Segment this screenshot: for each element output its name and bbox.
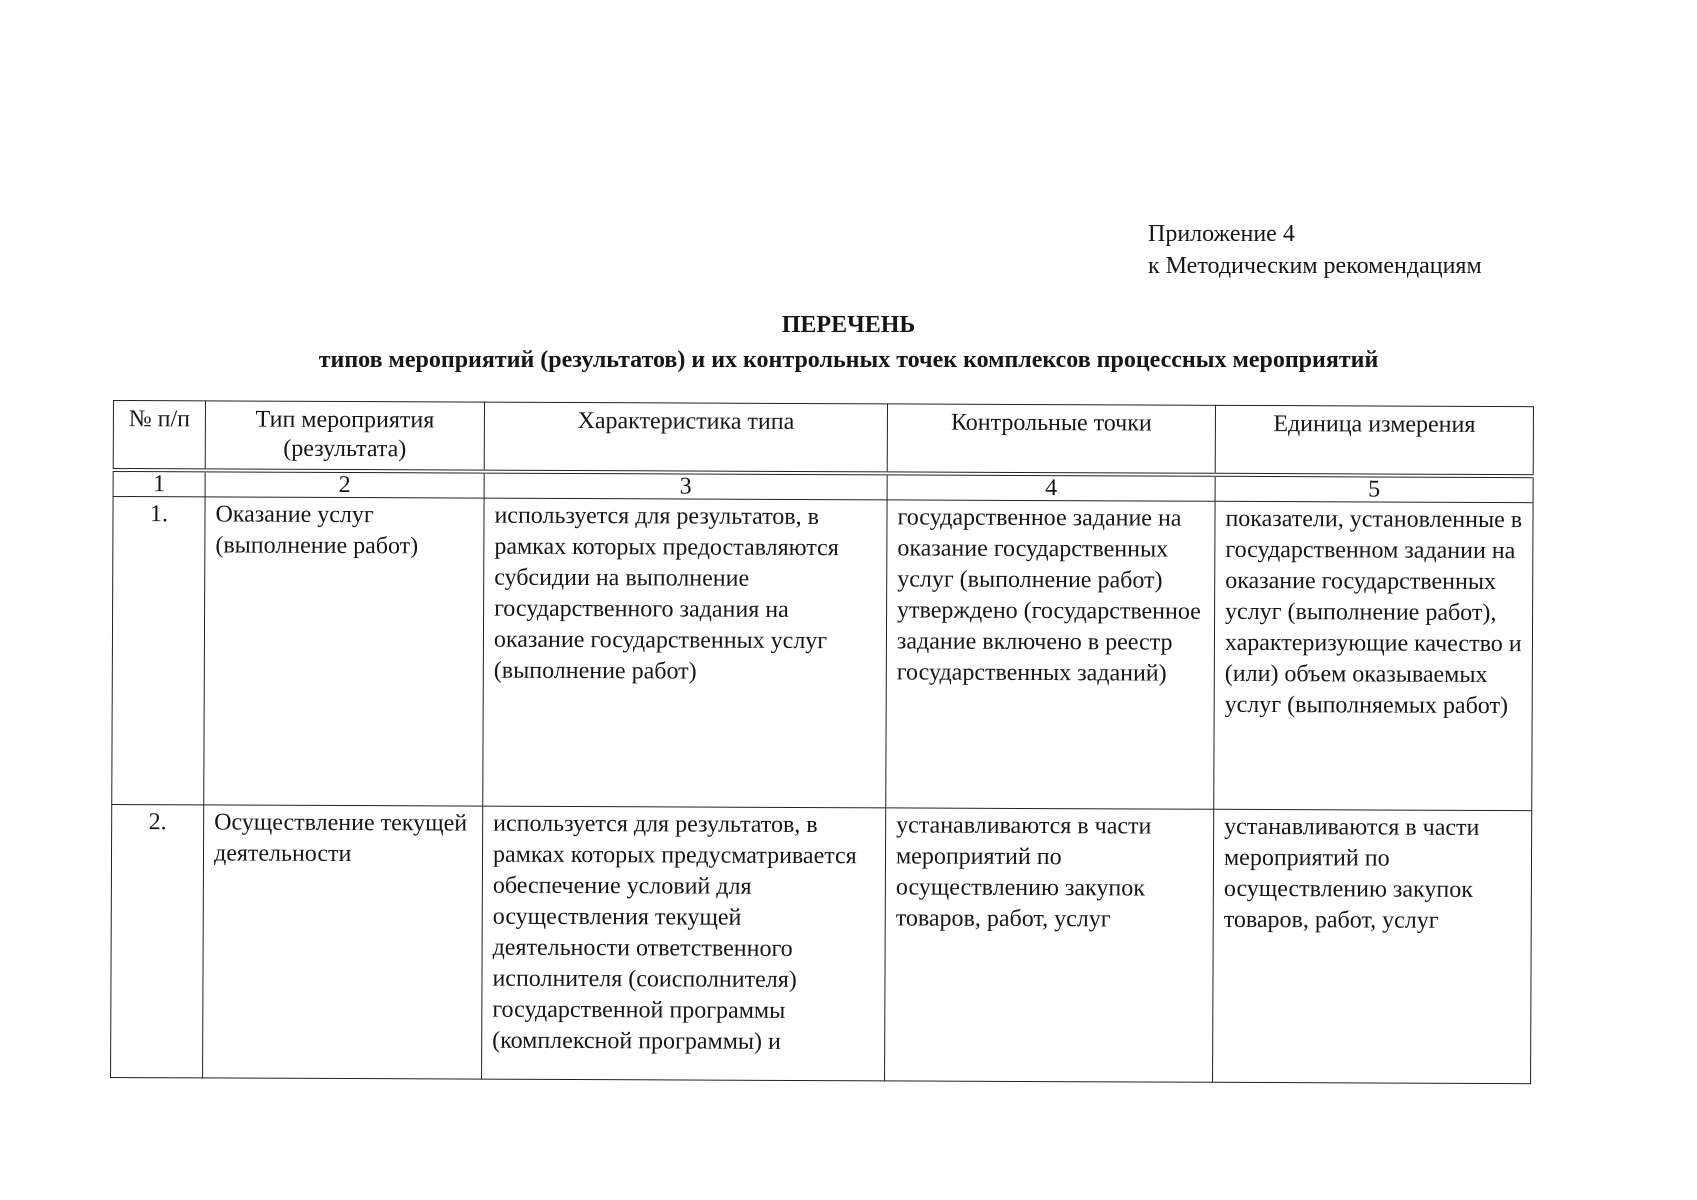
measures-table — [110, 400, 1534, 1084]
header-number: № п/п — [113, 401, 205, 471]
characteristic-cell: используется для результатов, в рамках которых предусматривается обеспечение условий для осуществления текущей деятельности ответственного исполнителя (соисполнителя) государственной программы (комплексной программы) и — [482, 806, 886, 1081]
header-unit: Единица измерения — [1215, 405, 1533, 476]
header-measure-type: Тип мероприятия (результата) — [205, 401, 484, 472]
checkpoints-cell: устанавливаются в части мероприятий по осуществлению закупок товаров, работ, услуг — [885, 808, 1214, 1082]
column-number: 1 — [113, 470, 205, 497]
column-number: 3 — [484, 472, 887, 500]
measure-type-cell: Оказание услуг (выполнение работ) — [204, 497, 484, 806]
measure-type-cell: Осуществление текущей деятельности — [203, 805, 483, 1079]
table-header-row — [113, 401, 1533, 477]
document-title: ПЕРЕЧЕНЬ — [781, 312, 916, 338]
column-number: 4 — [887, 473, 1215, 501]
document-subtitle: типов мероприятий (результатов) и их контрольных точек комплексов процессных мероприятий — [318, 347, 1379, 373]
column-number: 5 — [1215, 475, 1533, 503]
column-number: 2 — [205, 470, 484, 498]
checkpoints-cell: государственное задание на оказание государственных услуг (выполнение работ) утверждено (государственное задание включено в реестр государственных заданий) — [886, 500, 1215, 809]
header-characteristic: Характеристика типа — [484, 402, 887, 473]
unit-cell: устанавливаются в части мероприятий по осуществлению закупок товаров, работ, услуг — [1213, 809, 1532, 1083]
row-number: 2. — [111, 804, 204, 1077]
table-row — [111, 804, 1532, 1083]
header-checkpoints: Контрольные точки — [887, 404, 1215, 475]
row-number: 1. — [112, 497, 205, 805]
table-row — [112, 497, 1533, 811]
appendix-line-2: к Методическим рекомендациям — [1148, 253, 1482, 279]
unit-cell: показатели, установленные в государственном задании на оказание государственных услуг (выполнение работ), характеризующие качество и (или) объем оказываемых услуг (выполняемых работ) — [1214, 501, 1533, 810]
characteristic-cell: используется для результатов, в рамках которых предоставляются субсидии на выполнение государственного задания на оказание государственных услуг (выполнение работ) — [483, 498, 887, 808]
measures-table-container — [110, 400, 1533, 1084]
appendix-reference — [1148, 218, 1482, 282]
appendix-line-1: Приложение 4 — [1148, 221, 1295, 247]
